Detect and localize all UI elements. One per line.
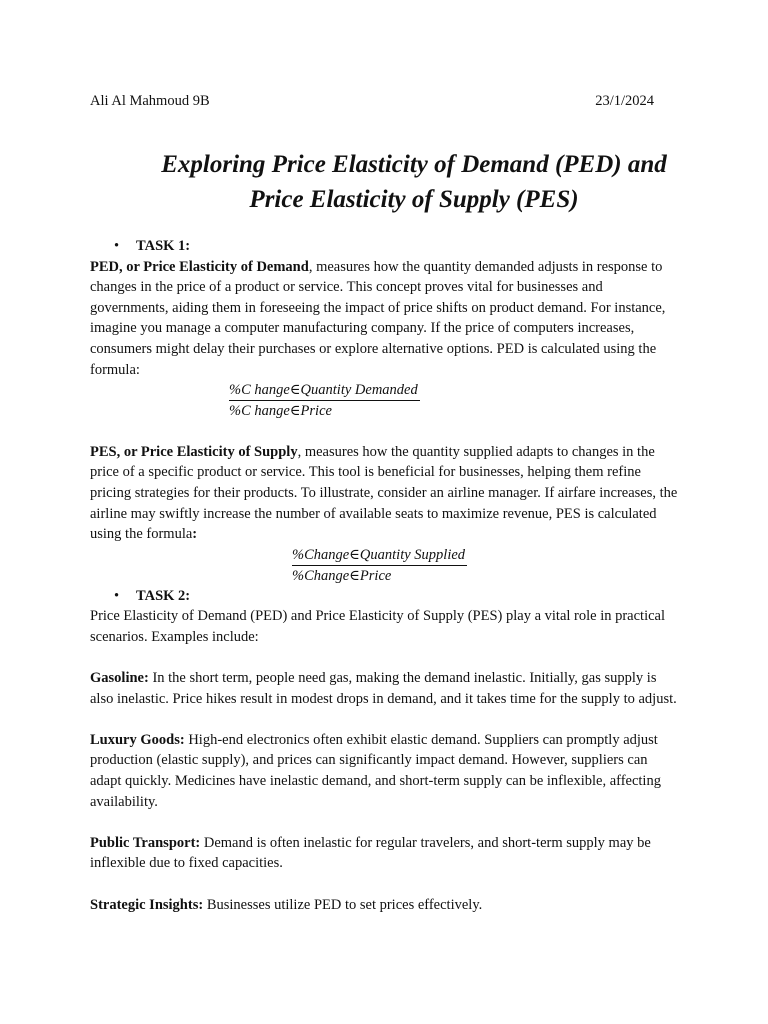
author-name: Ali Al Mahmoud 9B — [90, 93, 210, 109]
ped-formula-numerator: %C hange∈Quantity Demanded — [229, 380, 420, 401]
task2-heading — [90, 586, 680, 607]
title-line-2: Price Elasticity of Supply (PES) — [249, 186, 579, 213]
ped-description: , measures how the quantity demanded adjusts in response to changes in the price of a product or service. This concept proves vital for businesses and governments, aiding them in foreseeing the impact of price shifts on product demand. For instance, imagine you manage a computer manufacturing company. If the price of computers increases, consumers might delay their purchases or explore alternative options. PED is calculated using the formula: — [90, 258, 666, 378]
pes-term: PES, or Price Elasticity of Supply — [90, 443, 298, 460]
spacer — [90, 874, 680, 895]
ped-paragraph — [90, 257, 680, 381]
spacer — [90, 709, 680, 730]
example-public-transport — [90, 833, 680, 874]
example-text: Businesses utilize PED to set prices effectively. — [203, 896, 483, 913]
example-heading: Luxury Goods: — [90, 731, 185, 748]
bullet-icon: • — [114, 587, 120, 604]
example-gasoline — [90, 668, 680, 709]
example-text: Demand is often inelastic for regular travelers, and short-term supply may be inflexible due to fixed capacities. — [90, 834, 651, 872]
pes-colon: : — [192, 526, 198, 543]
spacer — [90, 648, 680, 669]
pes-formula-denominator: %Change∈Price — [292, 567, 392, 584]
ped-formula — [90, 380, 680, 421]
example-text: High-end electronics often exhibit elastic demand. Suppliers can promptly adjust production (elastic supply), and prices can significantly impact demand. However, suppliers can adapt quickly. Medicines have inelastic demand, and short-term supply can be inflexible, affecting availability. — [90, 731, 661, 810]
pes-formula — [90, 545, 680, 586]
pes-paragraph — [90, 442, 680, 545]
document-body — [90, 236, 680, 915]
ped-formula-denominator: %C hange∈Price — [229, 403, 332, 420]
example-heading: Public Transport: — [90, 834, 201, 851]
example-strategic-insights — [90, 895, 680, 916]
document-date: 23/1/2024 — [595, 93, 654, 109]
task1-label: TASK 1: — [136, 238, 191, 254]
pes-description: , measures how the quantity supplied adapts to changes in the price of a specific product or service. This tool is beneficial for businesses, helping them refine pricing strategies for their products. To illustrate, consider an airline manager. If airfare increases, the airline may swiftly increase the number of available seats to maximize revenue, PES is calculated using the formula — [90, 443, 678, 543]
task2-label: TASK 2: — [136, 587, 191, 604]
document-title — [90, 147, 738, 217]
pes-fraction — [292, 545, 476, 586]
example-heading: Gasoline: — [90, 670, 149, 687]
example-text: In the short term, people need gas, making the demand inelastic. Initially, gas supply is also inelastic. Price hikes result in modest drops in demand, and it takes time for the supply to adjust. — [90, 670, 677, 707]
ped-term: PED, or Price Elasticity of Demand — [90, 258, 309, 275]
spacer — [90, 421, 680, 442]
example-heading: Strategic Insights: — [90, 896, 204, 913]
task1-heading — [90, 236, 680, 257]
example-luxury-goods — [90, 730, 680, 812]
title-line-1: Exploring Price Elasticity of Demand (PED) and — [161, 151, 667, 178]
pes-formula-numerator: %Change∈Quantity Supplied — [292, 545, 467, 566]
task2-intro: Price Elasticity of Demand (PED) and Price Elasticity of Supply (PES) play a vital role in practical scenarios. Examples include: — [90, 608, 666, 645]
spacer — [90, 812, 680, 833]
ped-fraction — [229, 380, 431, 421]
bullet-icon: • — [114, 238, 120, 254]
